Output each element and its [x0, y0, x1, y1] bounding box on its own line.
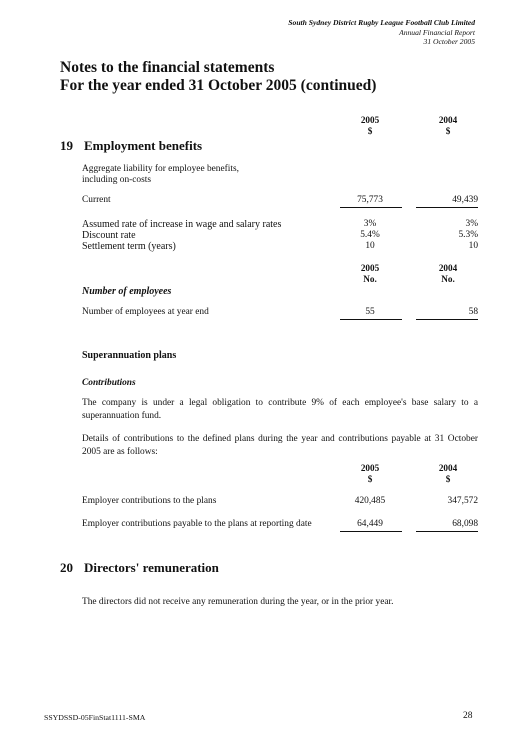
discount-rate-2004: 5.3% — [458, 230, 478, 240]
contributions-payable-label: Employer contributions payable to the plans at reporting date — [82, 519, 312, 529]
number-of-employees-heading: Number of employees — [82, 286, 172, 297]
contributions-payable-2005: 64,449 — [357, 519, 383, 529]
current-2004: 49,439 — [452, 195, 478, 205]
employees-2004: 58 — [468, 307, 478, 317]
underline — [340, 319, 402, 320]
col-year-2005: 2005 — [360, 115, 380, 125]
section-number: 19 — [60, 138, 73, 153]
col-header-2005 — [340, 115, 400, 137]
wage-rate-label: Assumed rate of increase in wage and salary rates — [82, 219, 282, 230]
col-header-2004 — [418, 115, 478, 137]
col-unit-2004: $ — [445, 474, 451, 484]
liability-intro-line1: Aggregate liability for employee benefits, — [82, 164, 239, 174]
contributions-heading: Contributions — [82, 378, 136, 388]
underline — [340, 207, 402, 208]
col-unit-no: No. — [363, 274, 377, 284]
current-label: Current — [82, 195, 111, 205]
page-title-line2: For the year ended 31 October 2005 (continued) — [60, 77, 377, 94]
report-header — [288, 18, 475, 47]
contributions-payable-2004: 68,098 — [452, 519, 478, 529]
page-title — [60, 59, 376, 95]
current-2005: 75,773 — [357, 195, 383, 205]
col-header-2005-super — [340, 463, 400, 485]
underline — [416, 207, 478, 208]
underline — [416, 531, 478, 532]
page-title-line1: Notes to the financial statements — [60, 59, 275, 76]
underline — [416, 319, 478, 320]
footer-document-code: SSYDSSD-05FinStat1111-SMA — [44, 713, 146, 722]
contributions-paragraph-1: The company is under a legal obligation to contribute 9% of each employee's base salary to a superannuation fund. — [82, 398, 478, 421]
directors-remuneration-text: The directors did not receive any remuneration during the year, or in the prior year. — [82, 597, 394, 607]
employer-contributions-2004: 347,572 — [447, 496, 478, 506]
superannuation-heading: Superannuation plans — [82, 350, 177, 361]
col-unit-2005: $ — [367, 474, 373, 484]
employees-2005: 55 — [365, 307, 375, 317]
col-year-2005: 2005 — [360, 463, 380, 473]
col-header-2005-no — [340, 263, 400, 285]
employer-contributions-label: Employer contributions to the plans — [82, 496, 217, 506]
col-unit-2005: $ — [367, 126, 373, 136]
employees-at-year-end-label: Number of employees at year end — [82, 307, 209, 317]
header-date: 31 October 2005 — [423, 37, 475, 46]
employer-contributions-2005: 420,485 — [354, 496, 386, 506]
settlement-term-2005: 10 — [365, 241, 375, 251]
page-number: 28 — [463, 711, 473, 721]
col-unit-2004: $ — [445, 126, 451, 136]
section-title: Employment benefits — [84, 138, 203, 153]
header-org: South Sydney District Rugby League Football Club Limited — [288, 18, 475, 27]
section-20-heading — [60, 560, 219, 576]
col-year-2004: 2004 — [438, 263, 458, 273]
contributions-paragraph-2: Details of contributions to the defined plans during the year and contributions payable at 31 October 2005 are as follows: — [82, 434, 478, 457]
col-unit-no: No. — [441, 274, 455, 284]
liability-intro — [82, 164, 239, 186]
section-number: 20 — [60, 560, 73, 575]
underline — [340, 531, 402, 532]
col-header-2004-super — [418, 463, 478, 485]
discount-rate-label: Discount rate — [82, 230, 136, 241]
col-header-2004-no — [418, 263, 478, 285]
settlement-term-label: Settlement term (years) — [82, 241, 176, 252]
section-title: Directors' remuneration — [84, 560, 219, 575]
wage-rate-2004: 3% — [465, 219, 478, 229]
section-19-heading — [60, 138, 202, 154]
col-year-2004: 2004 — [438, 463, 458, 473]
col-year-2005: 2005 — [360, 263, 380, 273]
liability-intro-line2: including on-costs — [82, 175, 152, 185]
col-year-2004: 2004 — [438, 115, 458, 125]
header-report: Annual Financial Report — [399, 27, 475, 37]
wage-rate-2005: 3% — [363, 219, 377, 229]
settlement-term-2004: 10 — [468, 241, 478, 251]
discount-rate-2005: 5.4% — [360, 230, 380, 240]
